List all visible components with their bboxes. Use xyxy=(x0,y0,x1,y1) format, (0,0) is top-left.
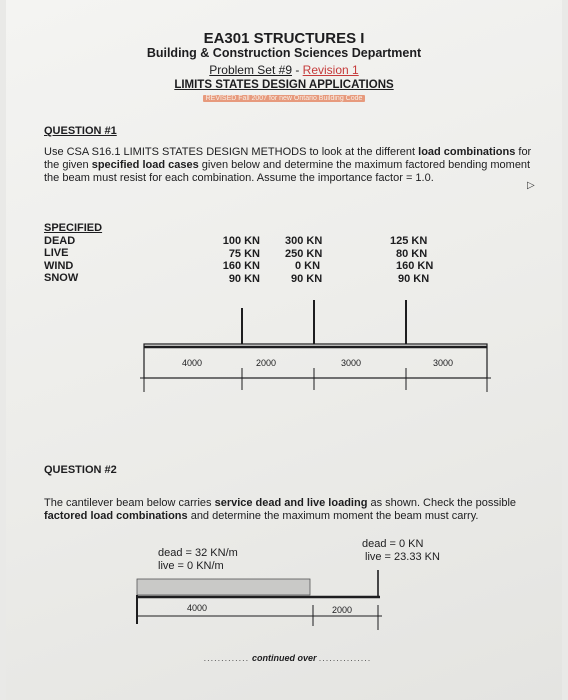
q1-text-bold: specified load cases xyxy=(91,159,199,171)
revised-note-text: REVISED Fall 2007 for new Ontario Building Code xyxy=(203,95,366,102)
span-label: 2000 xyxy=(332,605,353,615)
question-2-heading: QUESTION #2 xyxy=(44,464,117,476)
label-dead: DEAD xyxy=(44,234,76,247)
udl-live: live = 0 KN/m xyxy=(158,560,224,572)
question-1-heading: QUESTION #1 xyxy=(44,125,117,137)
load-value: 75 KN xyxy=(228,247,260,260)
load-value: 160 KN xyxy=(396,260,434,272)
load-value: 100 KN xyxy=(222,235,260,247)
q2-text-bold: factored load combinations xyxy=(44,510,188,522)
span-label: 2000 xyxy=(256,358,277,368)
q2-text-part: The cantilever beam below carries xyxy=(44,497,215,509)
span-label: 4000 xyxy=(187,603,208,613)
continued-text: continued over xyxy=(252,653,317,663)
beam-1-diagram xyxy=(140,300,491,392)
load-value: 160 KN xyxy=(222,260,260,272)
udl-dead: dead = 32 KN/m xyxy=(158,547,238,559)
span-label: 4000 xyxy=(182,358,203,368)
separator: - xyxy=(292,63,303,77)
q1-text-part: given below and determine the maximum factored bending moment the beam must resist for each combination. Assume the importance factor = 1.0. xyxy=(44,159,531,184)
continued-over-note xyxy=(204,653,372,663)
dots: ............... xyxy=(319,653,372,663)
revision-label: Revision 1 xyxy=(302,63,359,77)
beam-2-diagram xyxy=(137,570,382,630)
span-label: 3000 xyxy=(341,358,362,368)
dots: ............. xyxy=(204,653,250,663)
load-value: 90 KN xyxy=(228,272,260,285)
load-value: 125 KN xyxy=(390,235,428,247)
question-2-text xyxy=(44,497,544,523)
q1-text-part: for the given xyxy=(44,146,532,171)
q2-text-bold: service dead and live loading xyxy=(214,497,368,509)
distributed-load-block xyxy=(137,579,310,595)
course-title: EA301 STRUCTURES I xyxy=(203,30,365,47)
problem-set-label: Problem Set #9 xyxy=(209,63,292,77)
label-wind: WIND xyxy=(44,259,74,272)
label-specified: SPECIFIED xyxy=(44,222,103,234)
q2-text-part: as shown. Check the possible xyxy=(367,497,517,509)
label-snow: SNOW xyxy=(44,272,79,284)
load-value: 0 KN xyxy=(295,260,321,272)
q1-text-bold: load combinations xyxy=(418,146,516,158)
point-load-dead: dead = 0 KN xyxy=(362,538,424,550)
load-value: 90 KN xyxy=(398,272,430,285)
cursor-arrow-icon: ▷ xyxy=(527,180,535,191)
span-label: 3000 xyxy=(433,358,454,368)
q2-text-part: and determine the maximum moment the beam must carry. xyxy=(187,510,479,522)
label-live: LIVE xyxy=(44,247,69,259)
load-value: 90 KN xyxy=(291,272,323,285)
q1-text-part: Use CSA S16.1 LIMITS STATES DESIGN METHODS to look at the different xyxy=(44,146,419,158)
point-load-live: live = 23.33 KN xyxy=(365,551,440,563)
load-value: 250 KN xyxy=(285,247,323,260)
load-value: 300 KN xyxy=(285,235,323,247)
load-value: 80 KN xyxy=(396,247,428,260)
subject-title: LIMITS STATES DESIGN APPLICATIONS xyxy=(174,79,394,91)
department-name: Building & Construction Sciences Department xyxy=(146,46,422,60)
